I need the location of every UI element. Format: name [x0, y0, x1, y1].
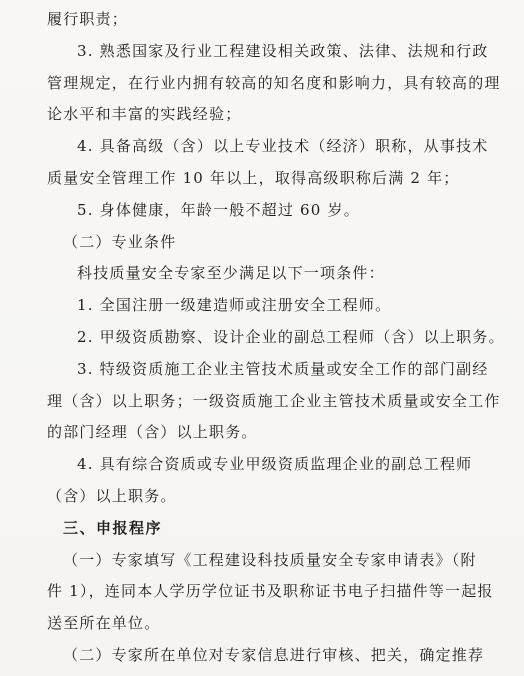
text-line: 4. 具有综合资质或专业甲级资质监理企业的副总工程师	[77, 455, 473, 473]
text-line: 3. 熟悉国家及行业工程建设相关政策、法律、法规和行政	[77, 42, 489, 60]
text-line: 3. 特级资质施工企业主管技术质量或安全工作的部门副经	[77, 360, 489, 378]
section-heading: 三、申报程序	[63, 519, 163, 537]
text-line: 4. 具备高级（含）以上专业技术（经济）职称，从事技术	[77, 137, 489, 155]
text-line: 2. 甲级资质勘察、设计企业的副总工程师（含）以上职务。	[77, 328, 505, 346]
text-line: 的部门经理（含）以上职务。	[47, 423, 258, 441]
text-line: 管理规定，在行业内拥有较高的知名度和影响力，具有较高的理	[47, 74, 501, 92]
text-line: （一）专家填写《工程建设科技质量安全专家申请表》（附	[63, 551, 477, 569]
text-line: 科技质量安全专家至少满足以下一项条件：	[77, 264, 385, 282]
text-line: 理（含）以上职务；一级资质施工企业主管技术质量或安全工作	[47, 392, 501, 410]
text-line: 1. 全国注册一级建造师或注册安全工程师。	[77, 296, 392, 314]
text-line: 质量安全管理工作 10 年以上，取得高级职称后满 2 年；	[47, 169, 460, 187]
section-subheading: （二）专业条件	[63, 233, 177, 251]
text-line: （二）专家所在单位对专家信息进行审核、把关，确定推荐	[63, 646, 485, 664]
text-line: 5. 身体健康，年龄一般不超过 60 岁。	[77, 201, 360, 219]
text-line: （含）以上职务。	[47, 487, 177, 505]
text-line: 送至所在单位。	[47, 614, 161, 632]
text-line: 论水平和丰富的实践经验；	[47, 105, 242, 123]
text-line: 件 1），连同本人学历学位证书及职称证书电子扫描件等一起报	[47, 582, 494, 600]
text-line: 履行职责；	[47, 10, 129, 28]
